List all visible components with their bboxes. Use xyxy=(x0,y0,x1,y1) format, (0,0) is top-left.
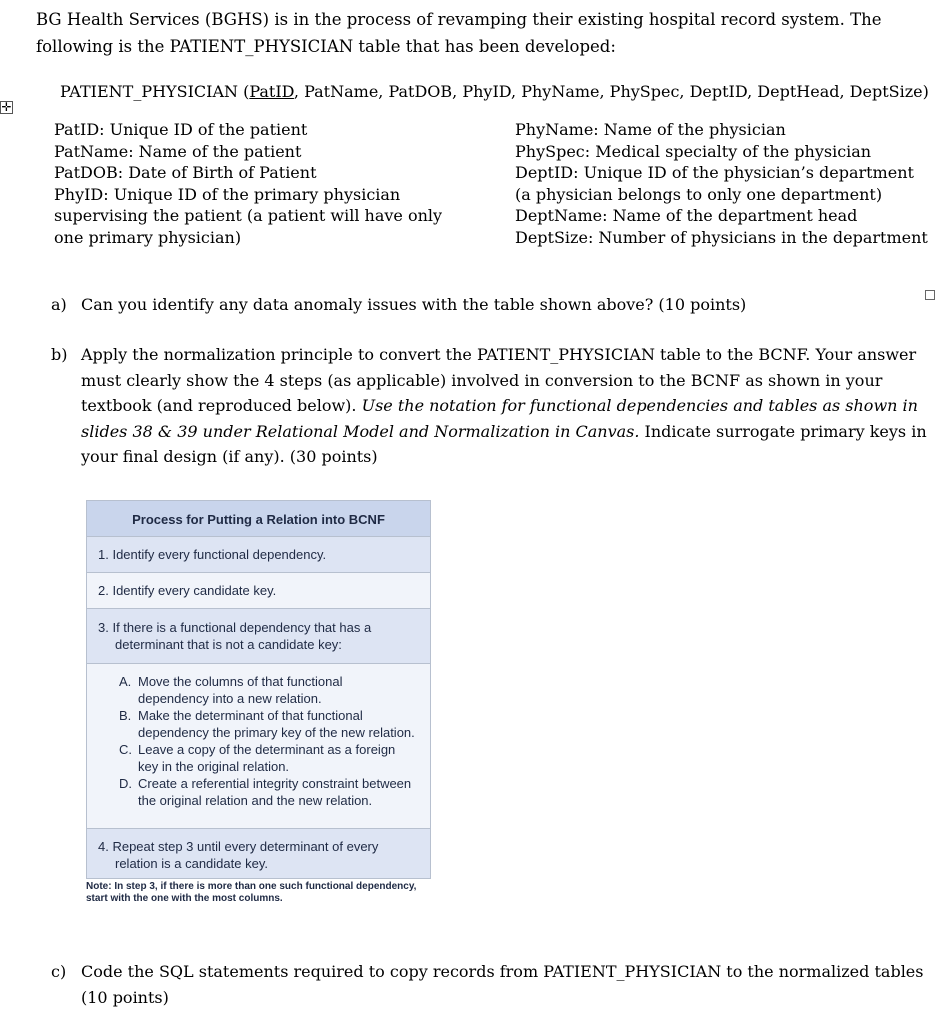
bcnf-substep-c-letter: C. xyxy=(119,742,132,757)
bcnf-step-4 xyxy=(86,829,431,879)
bcnf-table-note xyxy=(86,881,416,905)
relation-schema xyxy=(60,82,929,101)
bcnf-substep-c-line-1: Leave a copy of the determinant as a foreign xyxy=(138,742,396,757)
question-b xyxy=(51,342,927,472)
question-b-line-2: must clearly show the 4 steps (as applicable) involved in conversion to the BCNF as shown in your xyxy=(81,370,883,390)
bcnf-step-3-substeps xyxy=(86,664,431,829)
question-b-line-4 xyxy=(81,419,927,445)
bcnf-substep-a-letter: A. xyxy=(119,674,132,689)
question-c-line-2: (10 points) xyxy=(81,987,169,1007)
question-b-line-4b: Indicate surrogate primary keys in xyxy=(639,421,927,441)
question-b-line-5: your final design (if any). (30 points) xyxy=(81,447,378,466)
bcnf-step-4-line-1: 4. Repeat step 3 until every determinant of every xyxy=(98,839,379,854)
bcnf-substep-a xyxy=(87,673,430,707)
bcnf-substep-c xyxy=(87,741,430,775)
bcnf-substep-b-line-2: dependency the primary key of the new relation. xyxy=(138,725,415,740)
question-c-letter: c) xyxy=(51,962,67,981)
bcnf-step-2: 2. Identify every candidate key. xyxy=(86,573,431,609)
bcnf-substep-d-line-2: the original relation and the new relation. xyxy=(138,793,373,808)
definitions-left xyxy=(54,119,442,248)
bcnf-substep-c-line-2: key in the original relation. xyxy=(138,759,290,774)
question-b-line-1: Apply the normalization principle to convert the PATIENT_PHYSICIAN table to the BCNF. Your answer xyxy=(81,345,917,364)
bcnf-step-4-line-2: relation is a candidate key. xyxy=(115,856,268,871)
bcnf-substep-a-line-2: dependency into a new relation. xyxy=(138,691,322,706)
question-a-text: Can you identify any data anomaly issues with the table shown above? (10 points) xyxy=(81,295,747,314)
bcnf-substep-b-line-1: Make the determinant of that functional xyxy=(138,708,363,723)
bcnf-note-line-1: Note: In step 3, if there is more than one such functional dependency, xyxy=(86,881,417,892)
question-b-body xyxy=(81,342,927,470)
bcnf-substep-d-letter: D. xyxy=(119,776,132,791)
schema-primary-key: PatID xyxy=(249,82,294,101)
bcnf-substep-a-line-1: Move the columns of that functional xyxy=(138,674,343,689)
question-c xyxy=(51,959,924,1011)
intro-line-1: BG Health Services (BGHS) is in the process of revamping their existing hospital record system. The xyxy=(36,10,882,29)
intro-line-2: following is the PATIENT_PHYSICIAN table that has been developed: xyxy=(36,37,616,56)
definitions-right xyxy=(515,119,928,248)
def-right-5: DeptName: Name of the department head xyxy=(515,206,858,225)
intro-paragraph xyxy=(36,6,881,60)
bcnf-substep-d xyxy=(87,775,430,809)
def-left-6: one primary physician) xyxy=(54,227,242,247)
bcnf-step-1: 1. Identify every functional dependency. xyxy=(86,537,431,573)
question-b-line-3a: textbook (and reproduced below). xyxy=(81,396,362,415)
question-c-body xyxy=(81,959,923,1010)
bcnf-step-3-line-2: determinant that is not a candidate key: xyxy=(115,637,342,652)
bcnf-process-table xyxy=(86,500,431,879)
question-b-letter: b) xyxy=(51,345,68,364)
bcnf-step-3 xyxy=(86,609,431,664)
bcnf-step-3-line-1: 3. If there is a functional dependency that has a xyxy=(98,620,372,635)
bcnf-substep-b-letter: B. xyxy=(119,708,132,723)
def-left-4: PhyID: Unique ID of the primary physician xyxy=(54,184,401,204)
bcnf-substep-d-line-1: Create a referential integrity constraint between xyxy=(138,776,412,791)
def-right-6: DeptSize: Number of physicians in the department xyxy=(515,227,928,247)
bcnf-note-line-2: start with the one with the most columns. xyxy=(86,893,283,904)
def-left-1: PatID: Unique ID of the patient xyxy=(54,120,308,139)
schema-prefix: PATIENT_PHYSICIAN ( xyxy=(60,82,250,101)
def-left-5: supervising the patient (a patient will have only xyxy=(54,206,443,225)
question-a xyxy=(51,292,911,318)
bcnf-table-title: Process for Putting a Relation into BCNF xyxy=(86,500,431,537)
def-left-3: PatDOB: Date of Birth of Patient xyxy=(54,163,317,182)
move-handle-icon[interactable]: ✛ xyxy=(1,100,12,114)
question-a-letter: a) xyxy=(51,295,67,314)
def-right-2: PhySpec: Medical specialty of the physician xyxy=(515,141,872,161)
def-right-1: PhyName: Name of the physician xyxy=(515,120,786,139)
def-right-4: (a physician belongs to only one department) xyxy=(515,184,883,204)
question-c-line-1: Code the SQL statements required to copy records from PATIENT_PHYSICIAN to the normalized tables xyxy=(81,962,924,981)
def-right-3: DeptID: Unique ID of the physician’s department xyxy=(515,163,914,182)
question-b-line-3b: Use the notation for functional dependencies and tables as shown in xyxy=(361,396,918,415)
question-b-line-4a: slides 38 & 39 under Relational Model and Normalization in Canvas. xyxy=(81,421,640,441)
def-left-2: PatName: Name of the patient xyxy=(54,141,302,161)
question-b-line-3 xyxy=(81,393,927,419)
small-box-icon xyxy=(925,290,935,300)
schema-attributes: , PatName, PatDOB, PhyID, PhyName, PhySpec, DeptID, DeptHead, DeptSize) xyxy=(293,82,929,101)
bcnf-substep-b xyxy=(87,707,430,741)
